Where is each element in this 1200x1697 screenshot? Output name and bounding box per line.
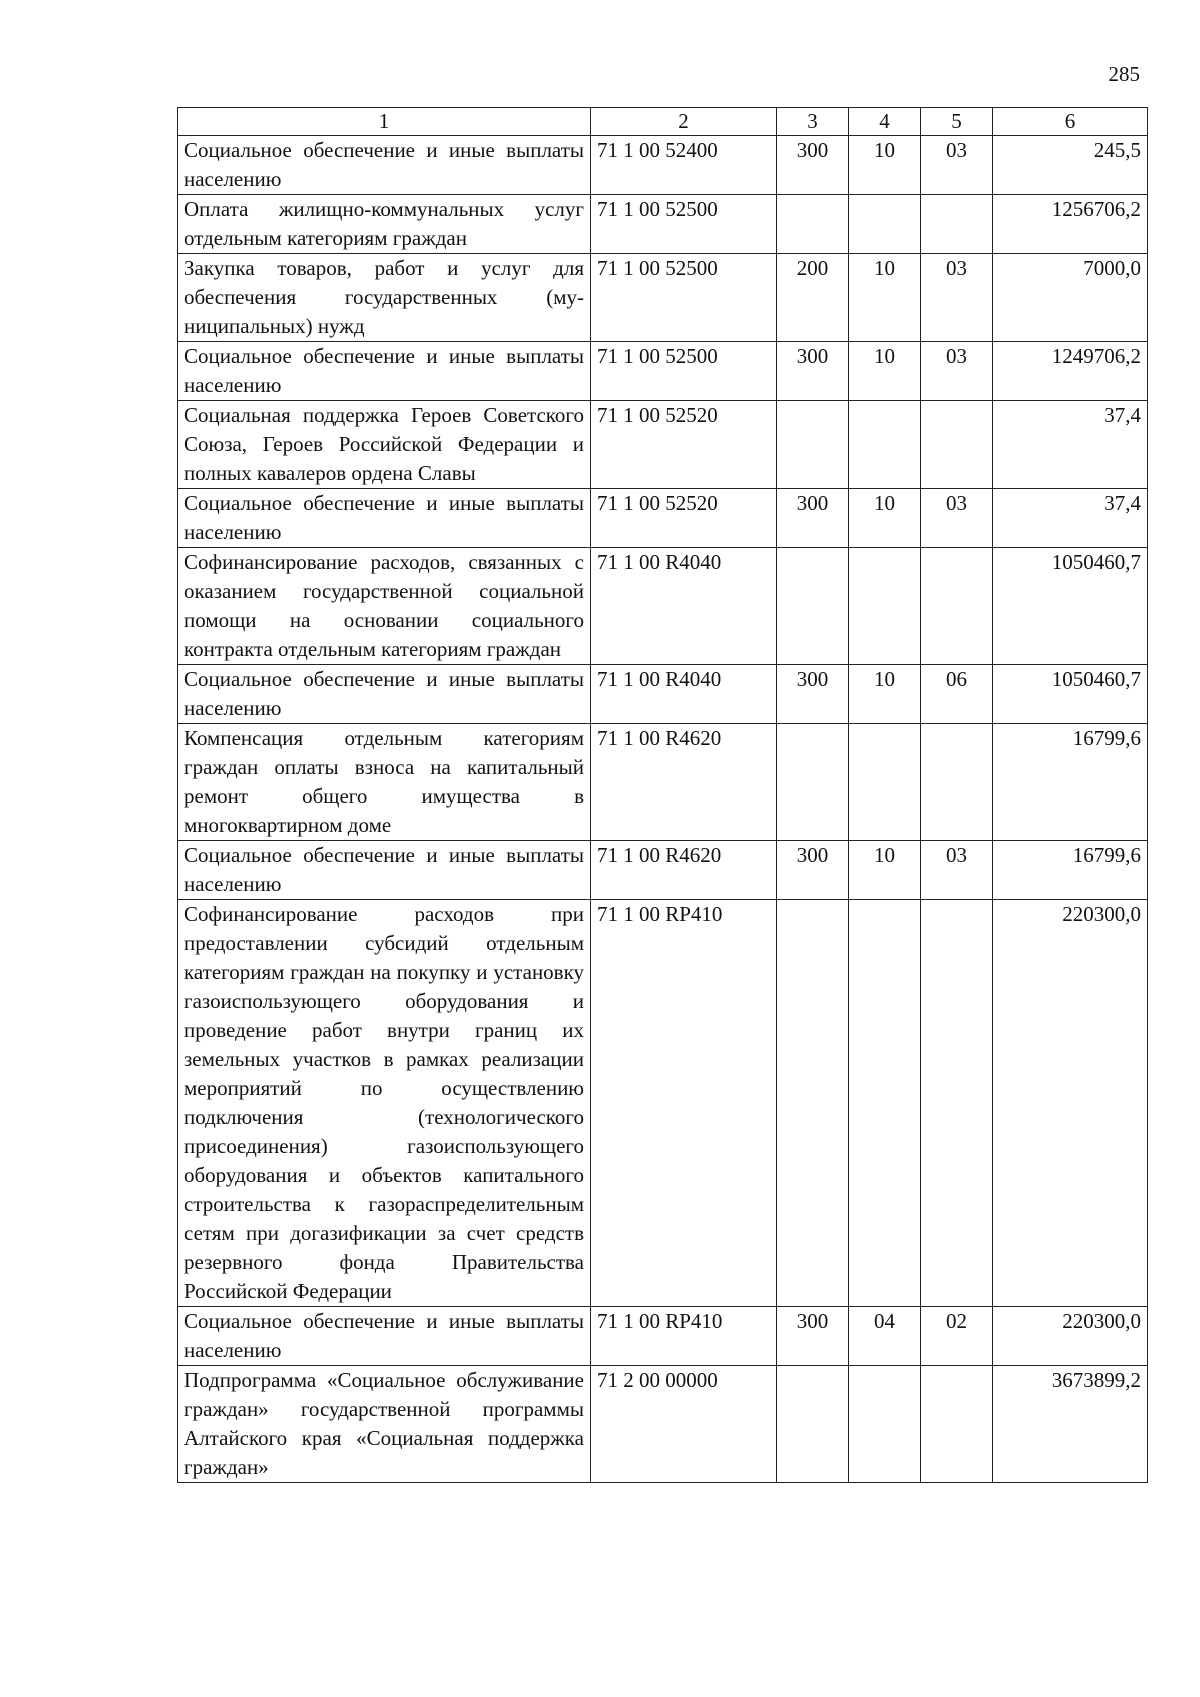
row-code: 71 1 00 52500 [591, 342, 777, 401]
table-row [178, 254, 1148, 342]
table-row [178, 841, 1148, 900]
row-col-5 [921, 1366, 993, 1483]
row-col-3 [777, 195, 849, 254]
row-code: 71 1 00 RP410 [591, 1307, 777, 1366]
row-amount: 7000,0 [993, 254, 1148, 342]
row-amount: 1050460,7 [993, 665, 1148, 724]
row-amount: 245,5 [993, 136, 1148, 195]
header-col-2: 2 [591, 108, 777, 136]
row-col-3 [777, 1366, 849, 1483]
row-col-4 [849, 548, 921, 665]
table-row [178, 1366, 1148, 1483]
row-col-4: 10 [849, 665, 921, 724]
row-code: 71 1 00 52520 [591, 401, 777, 489]
row-code: 71 1 00 RP410 [591, 900, 777, 1307]
row-col-4 [849, 1366, 921, 1483]
row-col-4 [849, 900, 921, 1307]
row-name: Социальное обеспечение и иные выплаты населению [178, 665, 591, 724]
row-col-5: 03 [921, 342, 993, 401]
row-amount: 16799,6 [993, 841, 1148, 900]
row-code: 71 1 00 R4040 [591, 665, 777, 724]
row-code: 71 1 00 52500 [591, 195, 777, 254]
row-code: 71 2 00 00000 [591, 1366, 777, 1483]
header-col-1: 1 [178, 108, 591, 136]
row-col-5 [921, 548, 993, 665]
table-row [178, 195, 1148, 254]
row-col-5: 03 [921, 136, 993, 195]
row-name: Социальное обеспечение и иные выплаты населению [178, 136, 591, 195]
row-code: 71 1 00 52500 [591, 254, 777, 342]
row-col-4: 10 [849, 136, 921, 195]
table-row [178, 401, 1148, 489]
row-name: Социальное обеспечение и иные выплаты населению [178, 841, 591, 900]
row-amount: 3673899,2 [993, 1366, 1148, 1483]
row-amount: 16799,6 [993, 724, 1148, 841]
row-amount: 1249706,2 [993, 342, 1148, 401]
row-code: 71 1 00 R4620 [591, 841, 777, 900]
row-col-5 [921, 724, 993, 841]
header-col-3: 3 [777, 108, 849, 136]
row-amount: 37,4 [993, 401, 1148, 489]
row-code: 71 1 00 R4620 [591, 724, 777, 841]
header-col-4: 4 [849, 108, 921, 136]
page-number: 285 [1108, 62, 1140, 86]
row-col-3 [777, 900, 849, 1307]
row-amount: 1050460,7 [993, 548, 1148, 665]
row-col-3: 300 [777, 841, 849, 900]
row-name: Софинансирование расходов при предоставлении субсидий отдельным категориям граждан на покупку и установку газоиспользующего оборудования и проведение работ внутри границ их земельных участков в рамках реализации мероприятий по осуществлению подключения (технологического присоединения) газоиспользующего оборудования и объектов капитального строительства к газораспределительным сетям при догазификации за счет средств резервного фонда Правительства Российской Федерации [178, 900, 591, 1307]
row-col-5: 06 [921, 665, 993, 724]
row-code: 71 1 00 52400 [591, 136, 777, 195]
row-name: Оплата жилищно-коммунальных услуг отдельным категориям граждан [178, 195, 591, 254]
row-col-3 [777, 401, 849, 489]
row-name: Компенсация отдельным категориям граждан оплаты взноса на капитальный ремонт общего имущества в многоквартирном доме [178, 724, 591, 841]
row-col-4: 10 [849, 342, 921, 401]
row-col-5 [921, 900, 993, 1307]
table-row [178, 136, 1148, 195]
row-col-3: 300 [777, 136, 849, 195]
table-row [178, 548, 1148, 665]
row-col-5: 02 [921, 1307, 993, 1366]
row-col-4: 04 [849, 1307, 921, 1366]
row-col-3: 300 [777, 489, 849, 548]
row-col-3: 300 [777, 1307, 849, 1366]
row-name: Социальное обеспечение и иные выплаты населению [178, 489, 591, 548]
row-name: Подпрограмма «Социальное обслуживание граждан» государственной программы Алтайского края «Социальная поддержка граждан» [178, 1366, 591, 1483]
row-col-4 [849, 401, 921, 489]
header-col-5: 5 [921, 108, 993, 136]
row-col-5: 03 [921, 841, 993, 900]
row-col-5: 03 [921, 489, 993, 548]
table-row [178, 724, 1148, 841]
row-col-3: 300 [777, 342, 849, 401]
row-col-5 [921, 401, 993, 489]
row-col-4: 10 [849, 841, 921, 900]
row-amount: 220300,0 [993, 900, 1148, 1307]
header-col-6: 6 [993, 108, 1148, 136]
table-row [178, 489, 1148, 548]
row-code: 71 1 00 R4040 [591, 548, 777, 665]
table-row [178, 342, 1148, 401]
budget-table [177, 107, 1148, 1483]
row-name: Закупка товаров, работ и услуг для обеспечения государственных (муниципальных) нужд [178, 254, 591, 342]
row-col-3 [777, 724, 849, 841]
row-col-3 [777, 548, 849, 665]
row-name: Социальное обеспечение и иные выплаты населению [178, 1307, 591, 1366]
row-col-5 [921, 195, 993, 254]
table-header-row [178, 108, 1148, 136]
table-row [178, 1307, 1148, 1366]
row-col-4: 10 [849, 254, 921, 342]
row-col-4 [849, 724, 921, 841]
row-amount: 220300,0 [993, 1307, 1148, 1366]
table-row [178, 900, 1148, 1307]
row-code: 71 1 00 52520 [591, 489, 777, 548]
row-col-3: 300 [777, 665, 849, 724]
row-amount: 37,4 [993, 489, 1148, 548]
row-name: Социальное обеспечение и иные выплаты населению [178, 342, 591, 401]
table-row [178, 665, 1148, 724]
row-col-4 [849, 195, 921, 254]
row-name: Социальная поддержка Героев Советского Союза, Героев Российской Федерации и полных кавалеров ордена Славы [178, 401, 591, 489]
row-col-4: 10 [849, 489, 921, 548]
row-amount: 1256706,2 [993, 195, 1148, 254]
row-col-5: 03 [921, 254, 993, 342]
row-col-3: 200 [777, 254, 849, 342]
row-name: Софинансирование расходов, связанных с оказанием государственной социальной помощи на основании социального контракта отдельным категориям граждан [178, 548, 591, 665]
